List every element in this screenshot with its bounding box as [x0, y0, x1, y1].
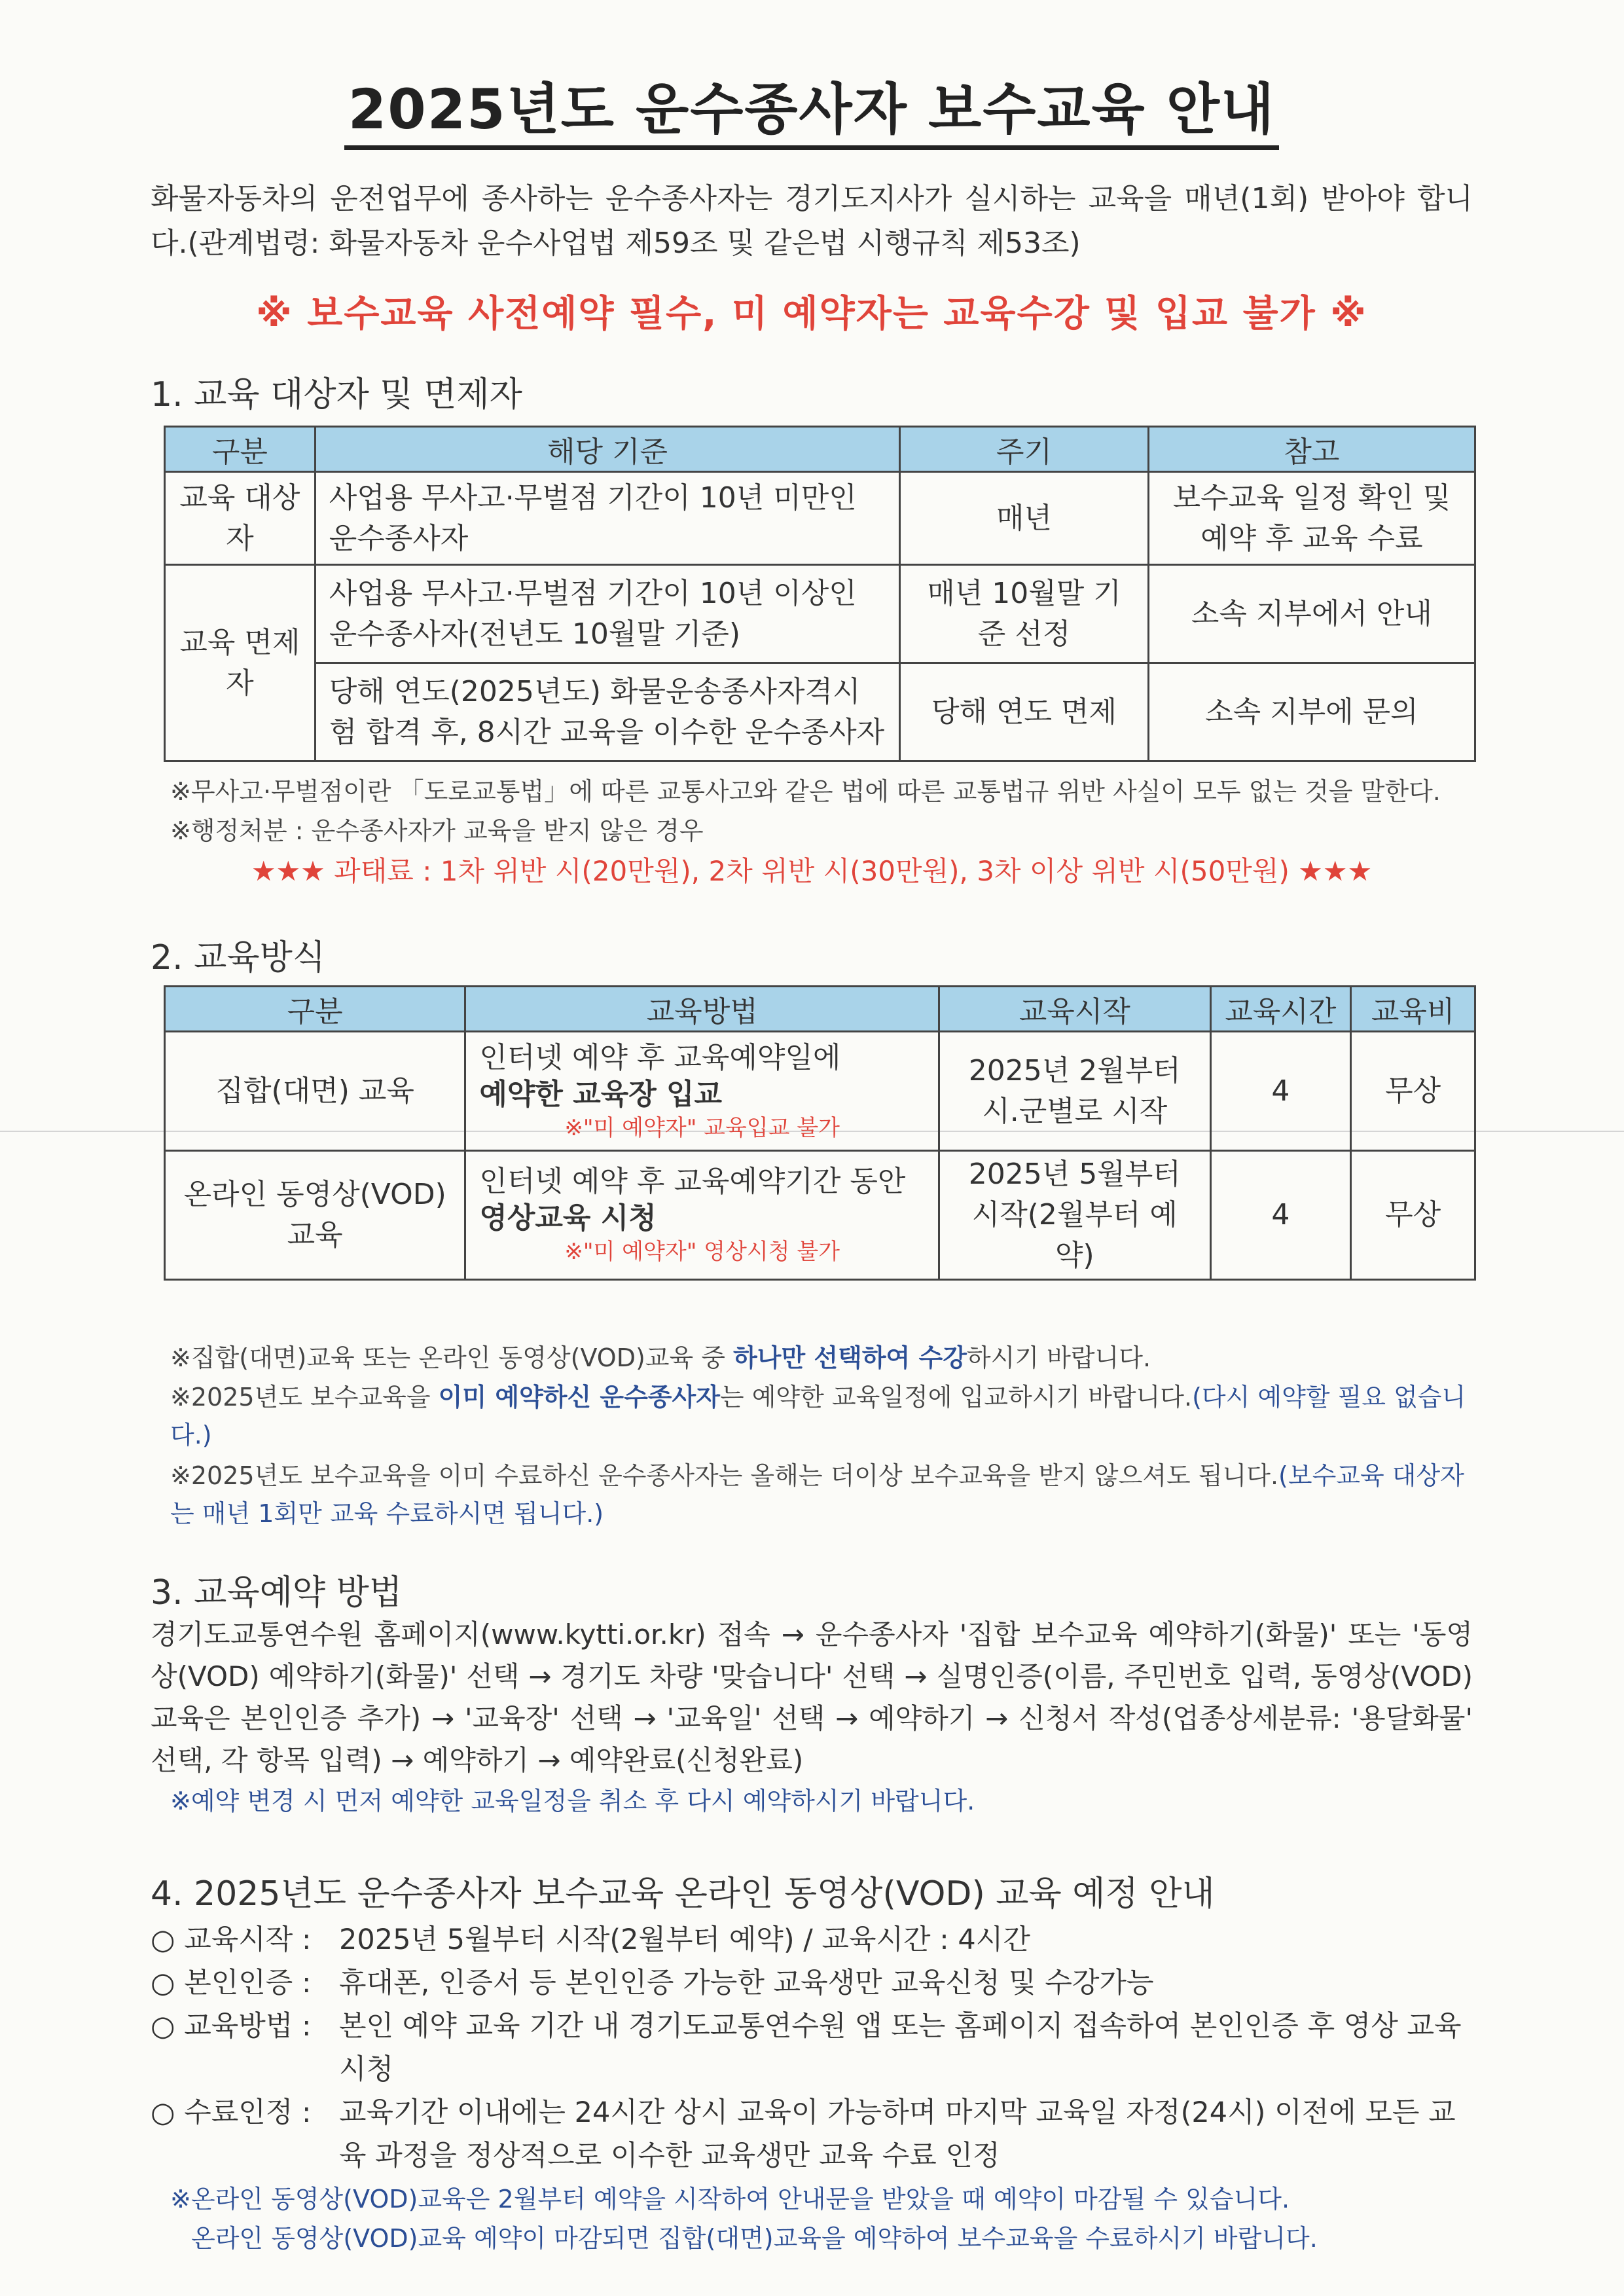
reservation-change-note: ※예약 변경 시 먼저 예약한 교육일정을 취소 후 다시 예약하시기 바랍니다.	[170, 1787, 975, 1815]
table-row	[165, 565, 1475, 663]
table-row	[165, 663, 1475, 761]
criteria-cell: 사업용 무사고·무벌점 기간이 10년 이상인 운수종사자(전년도 10월말 기준)	[315, 565, 900, 663]
table-header-row	[165, 427, 1475, 472]
hours-cell: 4	[1210, 1151, 1351, 1280]
table-row	[165, 472, 1475, 565]
education-method-table	[164, 985, 1476, 1281]
method-line: 인터넷 예약 후 교육예약기간 동안	[479, 1165, 906, 1198]
intro-paragraph: 화물자동차의 운전업무에 종사하는 운수종사자는 경기도지사가 실시하는 교육을 매년(1회) 받아야 합니다.(관계법령: 화물자동차 운수사업법 제59조 및 같은법 시행규칙 제53조)	[151, 182, 1473, 260]
col-header: 구분	[165, 987, 465, 1032]
method-cell	[465, 1151, 939, 1280]
type-cell: 온라인 동영상(VOD) 교육	[165, 1151, 465, 1280]
start-cell: 2025년 5월부터 시작(2월부터 예약)	[939, 1151, 1210, 1280]
section1-heading: 1. 교육 대상자 및 면제자	[151, 375, 522, 414]
col-header: 참고	[1148, 427, 1475, 472]
method-cell	[465, 1032, 939, 1151]
criteria-cell: 사업용 무사고·무벌점 기간이 10년 미만인 운수종사자	[315, 472, 900, 565]
cycle-cell: 당해 연도 면제	[900, 663, 1148, 761]
no-reservation-warning: ※"미 예약자" 교육입교 불가	[564, 1114, 840, 1141]
method-line-bold: 예약한 교육장 입교	[479, 1077, 723, 1111]
target-exempt-table	[164, 426, 1476, 762]
already-completed-note: ※2025년도 보수교육을 이미 수료하신 운수종사자는 올해는 더이상 보수교육을 받지 않으셔도 됩니다.(보수교육 대상자는 매년 1회만 교육 수료하시면 됩니다.)	[170, 1461, 1464, 1528]
method-line: 인터넷 예약 후 교육예약일에	[479, 1040, 841, 1074]
criteria-cell: 당해 연도(2025년도) 화물운송종사자격시험 합격 후, 8시간 교육을 이수한 운수종사자	[315, 663, 900, 761]
col-header: 해당 기준	[315, 427, 900, 472]
col-header: 교육방법	[465, 987, 939, 1032]
table-row	[165, 1032, 1475, 1151]
section4-heading: 4. 2025년도 운수종사자 보수교육 온라인 동영상(VOD) 교육 예정 안내	[151, 1874, 1215, 1914]
already-reserved-note: ※2025년도 보수교육을 이미 예약하신 운수종사자는 예약한 교육일정에 입교하시기 바랍니다.(다시 예약할 필요 없습니다.)	[170, 1383, 1466, 1449]
ref-cell: 보수교육 일정 확인 및 예약 후 교육 수료	[1148, 472, 1475, 565]
col-header: 교육시간	[1210, 987, 1351, 1032]
penalty-note: ※행정처분 : 운수종사자가 교육을 받지 않은 경우	[170, 816, 704, 845]
vod-item-method: ○ 교육방법 : 본인 예약 교육 기간 내 경기도교통연수원 앱 또는 홈페이지 접속하여 본인인증 후 영상 교육 시청	[151, 2010, 1462, 2086]
definition-note: ※무사고·무벌점이란 「도로교통법」에 따른 교통사고와 같은 법에 따른 교통법규 위반 사실이 모두 없는 것을 말한다.	[170, 777, 1441, 806]
section3-heading: 3. 교육예약 방법	[151, 1573, 403, 1613]
table-header-row	[165, 987, 1475, 1032]
vod-item-completion: ○ 수료인정 : 교육기간 이내에는 24시간 상시 교육이 가능하며 마지막 교육일 자정(24시) 이전에 모든 교육 과정을 정상적으로 이수한 교육생만 교육 수료 인정	[151, 2096, 1456, 2172]
section2-heading: 2. 교육방식	[151, 938, 326, 977]
page-title: 2025년도 운수종사자 보수교육 안내	[151, 65, 1473, 145]
fee-cell: 무상	[1351, 1032, 1475, 1151]
col-header: 주기	[900, 427, 1148, 472]
ref-cell: 소속 지부에 문의	[1148, 663, 1475, 761]
vod-item-start: ○ 교육시작 : 2025년 5월부터 시작(2월부터 예약) / 교육시간 : 4시간	[151, 1923, 1030, 1956]
col-header: 구분	[165, 427, 316, 472]
col-header: 교육비	[1351, 987, 1475, 1032]
cycle-cell: 매년 10월말 기준 선정	[900, 565, 1148, 663]
cycle-cell: 매년	[900, 472, 1148, 565]
type-cell: 집합(대면) 교육	[165, 1032, 465, 1151]
hours-cell: 4	[1210, 1032, 1351, 1151]
table-row	[165, 1151, 1475, 1280]
row-label: 교육 대상자	[165, 472, 316, 565]
no-reservation-warning: ※"미 예약자" 영상시청 불가	[564, 1239, 840, 1265]
vod-deadline-note: ※온라인 동영상(VOD)교육은 2월부터 예약을 시작하여 안내문을 받았을 때 예약이 마감될 수 있습니다.	[170, 2185, 1290, 2214]
choose-one-note: ※집합(대면)교육 또는 온라인 동영상(VOD)교육 중 하나만 선택하여 수강하시기 바랍니다.	[170, 1343, 1151, 1372]
reservation-warning: ※ 보수교육 사전예약 필수, 미 예약자는 교육수강 및 입교 불가 ※	[256, 293, 1367, 335]
start-cell: 2025년 2월부터 시.군별로 시작	[939, 1032, 1210, 1151]
reservation-steps: 경기도교통연수원 홈페이지(www.kytti.or.kr) 접속 → 운수종사자 '집합 보수교육 예약하기(화물)' 또는 '동영상(VOD) 예약하기(화물)' 선택 → 경기도 차량 '맞습니다' 선택 → 실명인증(이름, 주민번호 입력, 동영상(VOD)교육은 본인인증 추가) → '교육장' 선택 → '교육일' 선택 → 예약하기 → 신청서 작성(업종상세분류: '용달화물' 선택, 각 항목 입력) → 예약하기 → 예약완료(신청완료)	[151, 1618, 1473, 1776]
fee-cell: 무상	[1351, 1151, 1475, 1280]
col-header: 교육시작	[939, 987, 1210, 1032]
fine-notice: ★★★ 과태료 : 1차 위반 시(20만원), 2차 위반 시(30만원), 3차 이상 위반 시(50만원) ★★★	[251, 855, 1373, 887]
row-label: 교육 면제자	[165, 565, 316, 761]
method-line-bold: 영상교육 시청	[479, 1201, 657, 1235]
vod-alternative-note: 온라인 동영상(VOD)교육 예약이 마감되면 집합(대면)교육을 예약하여 보수교육을 수료하시기 바랍니다.	[191, 2224, 1318, 2253]
ref-cell: 소속 지부에서 안내	[1148, 565, 1475, 663]
vod-item-auth: ○ 본인인증 : 휴대폰, 인증서 등 본인인증 가능한 교육생만 교육신청 및 수강가능	[151, 1967, 1154, 1999]
